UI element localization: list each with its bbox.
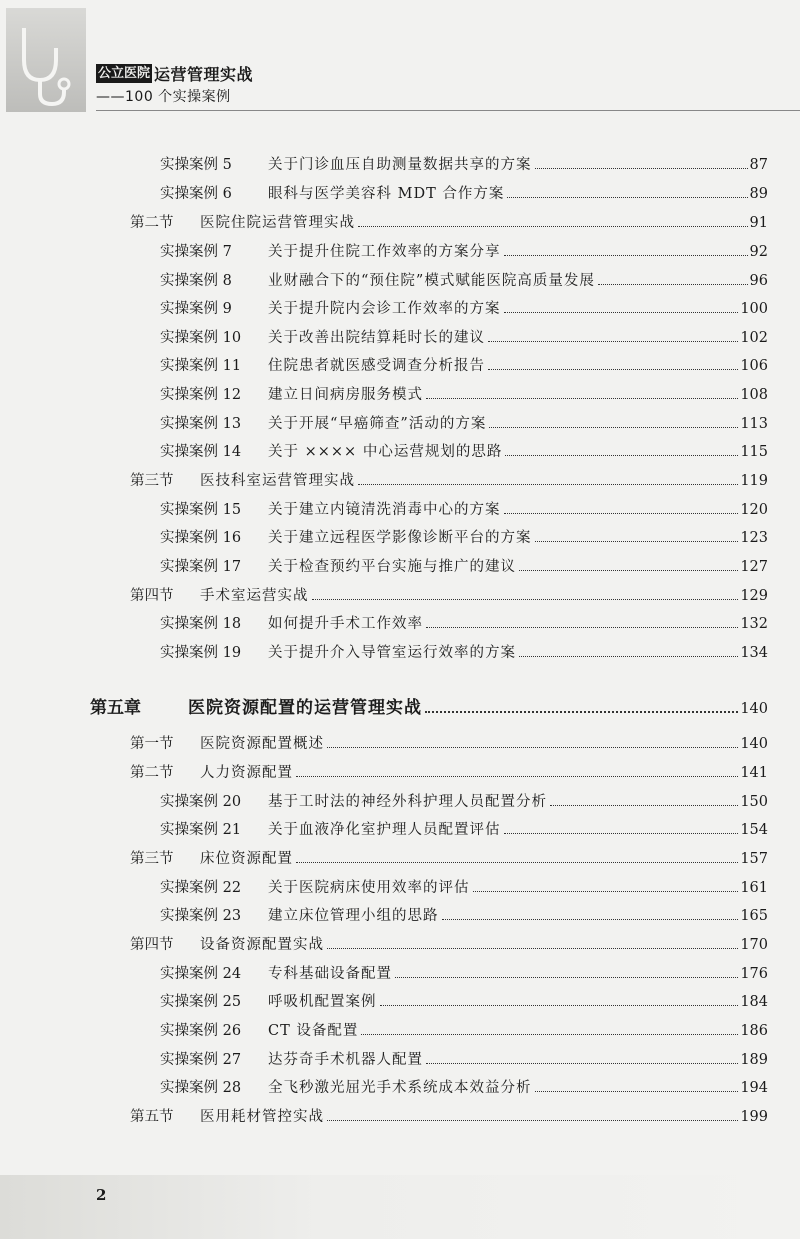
toc-entry-title: 医技科室运营管理实战 [200,473,355,489]
toc-entry-page: 154 [740,822,768,838]
toc-entry-case[interactable] [160,413,768,435]
toc-entry-title: 关于提升住院工作效率的方案分享 [268,244,501,260]
toc-entry-label: 第五节 [130,1109,174,1125]
toc-entry-section[interactable] [130,1106,768,1128]
toc-entry-title: 人力资源配置 [200,765,293,781]
toc-dot-leader [358,484,738,485]
header-rule [96,110,800,111]
toc-entry-label: 实操案例 14 [160,444,242,460]
toc-dot-leader [327,948,738,949]
toc-entry-page: 176 [740,966,768,982]
toc-entry-title: 全飞秒激光屈光手术系统成本效益分析 [268,1080,532,1096]
page-header [0,0,800,118]
toc-entry-label: 实操案例 19 [160,645,242,661]
toc-dot-leader [535,541,739,542]
toc-entry-title: 关于提升介入导管室运行效率的方案 [268,645,516,661]
toc-entry-title: 如何提升手术工作效率 [268,616,423,632]
toc-entry-title: 关于血液净化室护理人员配置评估 [268,822,501,838]
toc-dot-leader [489,427,738,428]
toc-entry-page: 184 [740,994,768,1010]
toc-entry-label: 实操案例 9 [160,301,232,317]
toc-entry-page: 141 [740,765,768,781]
toc-entry-label: 实操案例 8 [160,273,232,289]
toc-dot-leader [504,312,739,313]
toc-entry-title: 专科基础设备配置 [268,966,392,982]
toc-entry-section[interactable] [130,762,768,784]
toc-entry-case[interactable] [160,298,768,320]
toc-entry-page: 96 [749,273,768,289]
toc-entry-title: 达芬奇手术机器人配置 [268,1052,423,1068]
toc-dot-leader [505,455,738,456]
toc-entry-page: 134 [740,645,768,661]
toc-entry-label: 实操案例 18 [160,616,242,632]
toc-entry-page: 199 [740,1109,768,1125]
toc-entry-title: 关于 ×××× 中心运营规划的思路 [268,444,503,460]
stethoscope-logo-icon [6,8,86,112]
toc-entry-page: 127 [740,559,768,575]
toc-dot-leader [312,599,739,600]
toc-entry-case[interactable] [160,613,768,635]
toc-entry-label: 实操案例 10 [160,330,242,346]
toc-entry-case[interactable] [160,963,768,985]
toc-entry-case[interactable] [160,877,768,899]
toc-entry-section[interactable] [130,585,768,607]
toc-dot-leader [488,341,738,342]
toc-entry-label: 实操案例 23 [160,908,242,924]
toc-entry-section[interactable] [130,212,768,234]
toc-entry-case[interactable] [160,327,768,349]
toc-entry-case[interactable] [160,905,768,927]
toc-entry-title: 医院资源配置的运营管理实战 [188,698,422,718]
toc-entry-title: 床位资源配置 [200,851,293,867]
toc-entry-title: 关于改善出院结算耗时长的建议 [268,330,485,346]
toc-entry-page: 157 [740,851,768,867]
toc-entry-title: CT 设备配置 [268,1023,359,1039]
book-title [96,62,253,84]
toc-entry-label: 实操案例 11 [160,358,242,374]
toc-entry-case[interactable] [160,642,768,664]
toc-entry-title: 设备资源配置实战 [200,937,324,953]
toc-entry-page: 91 [749,215,768,231]
toc-entry-page: 194 [740,1080,768,1096]
toc-entry-case[interactable] [160,441,768,463]
toc-entry-case[interactable] [160,499,768,521]
toc-entry-title: 基于工时法的神经外科护理人员配置分析 [268,794,547,810]
toc-entry-label: 实操案例 22 [160,880,242,896]
toc-entry-page: 165 [740,908,768,924]
toc-entry-label: 实操案例 15 [160,502,242,518]
toc-dot-leader [550,805,738,806]
toc-entry-title: 业财融合下的“预住院”模式赋能医院高质量发展 [268,273,595,289]
toc-entry-page: 140 [740,736,768,752]
toc-entry-case[interactable] [160,819,768,841]
toc-dot-leader [519,656,738,657]
toc-dot-leader [380,1005,739,1006]
toc-entry-page: 102 [740,330,768,346]
book-title-main: 运营管理实战 [154,64,254,84]
toc-entry-page: 113 [740,416,768,432]
toc-entry-label: 实操案例 27 [160,1052,242,1068]
toc-entry-label: 实操案例 13 [160,416,242,432]
toc-entry-title: 医用耗材管控实战 [200,1109,324,1125]
book-subtitle: ——100 个实操案例 [96,89,231,105]
toc-entry-title: 建立床位管理小组的思路 [268,908,439,924]
toc-dot-leader [426,1063,738,1064]
toc-entry-case[interactable] [160,1020,768,1042]
toc-entry-label: 实操案例 17 [160,559,242,575]
toc-entry-page: 108 [740,387,768,403]
toc-dot-leader [535,168,748,169]
toc-entry-page: 100 [740,301,768,317]
toc-entry-case[interactable] [160,355,768,377]
toc-entry-page: 150 [740,794,768,810]
toc-entry-label: 第四节 [130,588,174,604]
toc-entry-label: 实操案例 28 [160,1080,242,1096]
toc-dot-leader [504,513,739,514]
toc-entry-page: 92 [749,244,768,260]
toc-dot-leader [327,747,738,748]
toc-entry-section[interactable] [130,934,768,956]
toc-entry-label: 实操案例 5 [160,157,232,173]
toc-dot-leader [535,1091,739,1092]
toc-entry-case[interactable] [160,1077,768,1099]
toc-entry-title: 手术室运营实战 [200,588,309,604]
toc-entry-section[interactable] [130,733,768,755]
toc-entry-page: 119 [740,473,768,489]
toc-entry-page: 89 [749,186,768,202]
toc-entry-page: 132 [740,616,768,632]
toc-entry-case[interactable] [160,384,768,406]
toc-entry-title: 关于医院病床使用效率的评估 [268,880,470,896]
toc-dot-leader [361,1034,738,1035]
toc-entry-page: 123 [740,530,768,546]
toc-entry-label: 实操案例 12 [160,387,242,403]
toc-entry-section[interactable] [130,470,768,492]
toc-entry-title: 建立日间病房服务模式 [268,387,423,403]
toc-dot-leader [507,197,747,198]
page-number: 2 [96,1186,107,1204]
toc-entry-label: 第二节 [130,215,174,231]
toc-dot-leader [598,284,748,285]
toc-entry-title: 关于提升院内会诊工作效率的方案 [268,301,501,317]
toc-dot-leader [488,369,738,370]
toc-entry-label: 实操案例 21 [160,822,242,838]
toc-dot-leader [395,977,738,978]
toc-entry-case[interactable] [160,556,768,578]
toc-entry-title: 关于开展“早癌筛查”活动的方案 [268,416,487,432]
toc-entry-label: 第三节 [130,473,174,489]
toc-entry-title: 关于检查预约平台实施与推广的建议 [268,559,516,575]
toc-entry-label: 实操案例 6 [160,186,232,202]
toc-entry-label: 实操案例 25 [160,994,242,1010]
toc-entry-title: 关于建立远程医学影像诊断平台的方案 [268,530,532,546]
toc-entry-title: 关于建立内镜清洗消毒中心的方案 [268,502,501,518]
toc-entry-label: 第五章 [90,698,141,718]
toc-entry-case[interactable] [160,183,768,205]
toc-entry-page: 129 [740,588,768,604]
toc-dot-leader [426,627,738,628]
toc-entry-page: 161 [740,880,768,896]
toc-entry-case[interactable] [160,1049,768,1071]
toc-dot-leader [358,226,748,227]
toc-entry-page: 106 [740,358,768,374]
toc-dot-leader [296,776,738,777]
toc-entry-label: 第四节 [130,937,174,953]
toc-entry-case[interactable] [160,270,768,292]
toc-entry-chapter[interactable] [90,697,768,719]
toc-entry-label: 实操案例 7 [160,244,232,260]
toc-entry-case[interactable] [160,791,768,813]
toc-entry-title: 眼科与医学美容科 MDT 合作方案 [268,186,505,202]
toc-entry-page: 186 [740,1023,768,1039]
footer-shade [0,1175,800,1239]
toc-dot-leader [442,919,739,920]
toc-entry-page: 115 [740,444,768,460]
toc-dot-leader [504,255,748,256]
toc-entry-label: 实操案例 20 [160,794,242,810]
toc-entry-label: 第三节 [130,851,174,867]
toc-dot-leader [426,398,738,399]
toc-entry-title: 呼吸机配置案例 [268,994,377,1010]
toc-entry-page: 170 [740,937,768,953]
toc-entry-case[interactable] [160,241,768,263]
toc-entry-case[interactable] [160,527,768,549]
toc-dot-leader [327,1120,738,1121]
toc-dot-leader [296,862,738,863]
toc-entry-label: 第一节 [130,736,174,752]
toc-dot-leader [425,711,738,713]
toc-entry-case[interactable] [160,154,768,176]
toc-entry-page: 189 [740,1052,768,1068]
book-title-tag: 公立医院 [98,65,151,81]
toc-entry-page: 140 [740,701,768,717]
toc-entry-label: 第二节 [130,765,174,781]
toc-entry-page: 120 [740,502,768,518]
toc-entry-section[interactable] [130,848,768,870]
toc-entry-label: 实操案例 26 [160,1023,242,1039]
toc-entry-label: 实操案例 16 [160,530,242,546]
toc-entry-title: 住院患者就医感受调查分析报告 [268,358,485,374]
toc-entry-page: 87 [749,157,768,173]
toc-dot-leader [473,891,739,892]
toc-entry-title: 医院资源配置概述 [200,736,324,752]
toc-entry-title: 医院住院运营管理实战 [200,215,355,231]
toc-entry-case[interactable] [160,991,768,1013]
toc-dot-leader [519,570,738,571]
toc-dot-leader [504,833,739,834]
toc-entry-title: 关于门诊血压自助测量数据共享的方案 [268,157,532,173]
toc-entry-label: 实操案例 24 [160,966,242,982]
